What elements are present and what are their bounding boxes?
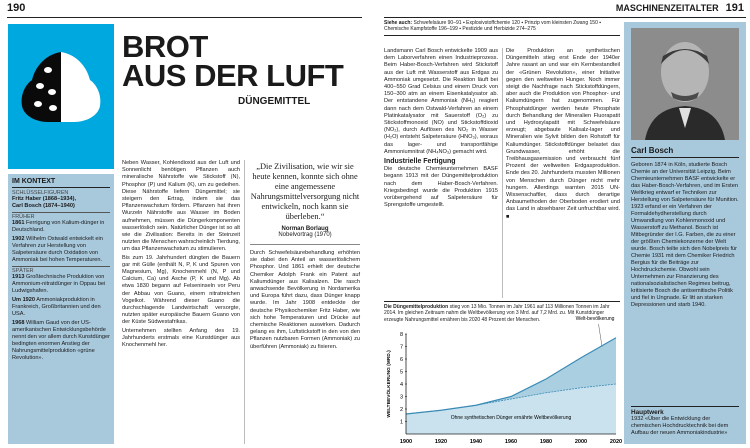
x-tick-label: 1960 bbox=[504, 439, 518, 445]
page-number-left: 190 bbox=[7, 2, 26, 14]
bio-text: Geboren 1874 in Köln, studierte Bosch Chemie an der Universität Leipzig. Beim Chemieunternehmen BASF entwickelte er das Haber-Bosch-Verfahren, und im Ersten Weltkrieg entwarf er Techniken zur Herstellung von Salpetersäure für Munition. 1923 erfand er ein Verfahren der Formaldehydherstellung durch Umwandlung von Kohlenmonoxid und Wasserstoff zu Methanol. Bosch ist Mitbegründer der I.G. Farben, die zu einer der größten Chemiekonzerne der Welt wurde. Bosch teilte sich den Nobelpreis für Chemie 1931 mit dem Chemiker Friedrich Bergius für die Beiträge zur Hochdruckchemie. Obwohl sein Unternehmen zur Finanzierung des nationalsozialistischen Regimes beitrug, kritisierte Bosch die antisemitische Politik und fiel in Ungnade. Er litt an starken Depressionen und starb 1940. bbox=[631, 162, 739, 308]
y-axis-label: WELTBEVÖLKERUNG (MRD.) bbox=[387, 350, 392, 418]
event-text: Wilhelm Ostwald entwickelt ein Verfahren zur Herstellung von Salpetersäure durch Oxidation von Ammoniak bei hohen Temperaturen. bbox=[12, 236, 103, 263]
event-text: Ferrigung von Kalium-dünger in Deutschland. bbox=[12, 220, 105, 233]
event-text: William Gaud von der US-amerikanischen Entwicklungsbehörde nennt den vor allem durch Kunstdünger bedingten enormen Anstieg der Nahrungsmittelproduktion «grüne Revolution». bbox=[12, 320, 110, 361]
bread-cloud-icon bbox=[8, 24, 114, 169]
pull-quote bbox=[250, 162, 360, 238]
y-tick-label: 7 bbox=[399, 344, 403, 351]
see-also-label: Siehe auch: bbox=[384, 20, 413, 26]
fertilizer-population-chart bbox=[384, 316, 623, 446]
event-text: Ammoniakproduktion in Frankreich, Großbritannien und den USA. bbox=[12, 297, 101, 317]
bio-sidebar bbox=[624, 22, 746, 444]
body-column-right-2 bbox=[506, 48, 620, 298]
section-heading: Industrielle Fertigung bbox=[384, 158, 456, 166]
y-tick-label: 5 bbox=[399, 369, 403, 376]
section-title: MASCHINENZEITALTER bbox=[615, 3, 719, 13]
y-tick-label: 2 bbox=[399, 407, 403, 413]
x-tick-label: 1980 bbox=[539, 439, 553, 445]
paragraph: Die Produktion an synthetischen Düngemitteln stieg erst Ende der 1940er Jahre rasant an und war ein Kernbestandteil der «Grünen Revolution», einer Initiative gegen den weltweiten Hunger. Noch immer steigt die Nachfrage nach Stickstoffdüngern, aber auch die Produktion von Phosphor- und Kaliumdüngern hat zugenommen. Für Phosphatdünger werden heute Phosphate durch Behandlung der Mineralien Fluorapatit und Hydroxylapatit mit Schwefelsäure erzeugt; abgebaute Kalisalz-lager und Mineralien wie Sylvit bilden den Rohstoff für Kaliumdünger. Stickstoffdünger belastet das Grundwasser, erhöht die Treibhausgasemission und verbraucht fünf Prozent der weltweiten Erdgasproduktion. Ende des 20. Jahrhunderts mussten Millionen von Menschen durch Dünger nicht mehr hungern. Allerdings warnten 2015 UN-Wissenschaftler, dass durch derartige Anbaumethoden der Oberboden erodiert und das Land in absehbarer Zeit unfruchtbar wird. ■ bbox=[506, 48, 620, 220]
page-title: BROT AUS DER LUFT bbox=[122, 29, 344, 93]
y-tick-label: 8 bbox=[399, 332, 403, 338]
bio-work-text: 1932 «Über die Entwicklung der chemischen Hochdrucktechnik bei dem Aufbau der neuen Ammoniakindustrie» bbox=[631, 416, 729, 436]
paragraph: Bis zum 19. Jahrhundert düngten die Bauern gar mit Gülle (enthält N, P, K und Spuren von Magnesium, Mg), Knochenmehl (N, P und Calcium, Ca) und Asche (P, K und Mg). Ab etwa 1830 begann auf Felseninseln vor Peru der Abbau von Guano, einem nitratreichen Vogelkot. Während dieser Guano die durchschlagende Landwirtschaft versorgte, nutzten später europäische Bauern Guano von der Küste Südwestafrikas. bbox=[122, 254, 240, 326]
x-tick-label: 1920 bbox=[434, 439, 448, 445]
annotation-population: Welt-bevölkerung bbox=[575, 316, 615, 322]
bio-name: Carl Bosch bbox=[631, 146, 739, 158]
column-divider bbox=[244, 160, 245, 444]
body-column-left-1 bbox=[122, 160, 240, 444]
page-number: 191 bbox=[725, 2, 744, 14]
y-tick-label: 1 bbox=[399, 419, 403, 426]
portrait-image bbox=[631, 28, 739, 140]
annotation-leader bbox=[599, 324, 603, 347]
chart-title: Die Düngemittelproduktion bbox=[384, 304, 449, 310]
page-subtitle: DÜNGEMITTEL bbox=[238, 96, 311, 107]
event-year: 1902 bbox=[12, 236, 25, 242]
bio-work bbox=[631, 406, 739, 437]
quote-rule bbox=[250, 244, 360, 245]
paragraph: Unternehmen stellten Anfang des 19. Jahrhunderts erstmals eine Kunstdünger aus Knochenmehl her. bbox=[122, 327, 240, 349]
key-figure-bosch: Carl Bosch (1874–1940) bbox=[12, 203, 75, 209]
y-tick-label: 4 bbox=[399, 382, 403, 388]
after-label: SPÄTER bbox=[12, 266, 110, 274]
paragraph: Neben Wasser, Kohlendioxid aus der Luft und Sonnenlicht benötigen Pflanzen auch mineralische Nährstoffe wie Stickstoff (N), Phosphor (P) und Kalium (K), um zu gedeihen. Diese Nährstoffe liefern Düngemittel; sie steigern den Ertrag, indem sie das Pflanzenwachstum fördern. Pflanzen hat ihren Wurzeln Nährstoffe aus Wasser im Boden aufnehmen, müssen die Düngerkomponenten wasserlöslich sein. Natürlicher Dünger ist so alt wie die Zivilisation: Bereits in der Steinzeit nutzten die Menschen wahrscheinlich Tierdung, um das Pflanzenwachstum zu stimulieren. bbox=[122, 160, 240, 253]
paragraph: Die deutsche Chemieunternehmen BASF begann 1913 mit der Düngemittelproduktion nach dem Haber-Bosch-Verfahren. Kriegsbedingt wurde die Produktion 1915 vorübergehend auf Salpetersäure für Sprengstoffe umgestellt. bbox=[384, 166, 498, 209]
x-tick-label: 1940 bbox=[469, 439, 483, 445]
annotation-without-fertilizer: Ohne synthetischen Dünger ernährte Weltbevölkerung bbox=[450, 415, 572, 421]
event-year: 1968 bbox=[12, 320, 25, 326]
before-label: FRÜHER bbox=[12, 212, 110, 220]
context-header: IM KONTEXT bbox=[12, 178, 110, 188]
event-year: 1913 bbox=[12, 274, 25, 280]
key-figures-label: SCHLÜSSELFIGUREN bbox=[12, 190, 69, 196]
page-number-right bbox=[616, 2, 744, 14]
y-tick-label: 3 bbox=[399, 394, 403, 401]
top-rule-left bbox=[7, 17, 362, 18]
body-column-left-2 bbox=[250, 250, 360, 444]
quote-source: Nobelvortrag (1970) bbox=[278, 232, 332, 238]
paragraph: Landsmann Carl Bosch entwickelte 1909 aus dem Laborverfahren einen Industrieprozess. Beim Haber-Bosch-Verfahren wird Stickstoff aus der Luft mit Wasserstoff aus Erdgas zu Ammoniak umgesetzt. Die Reaktion läuft bei 400–550 Grad Celsius und einem Druck von 150–300 atm an einem Eisenkatalysator ab. Der entstandene Ammoniak (NH₃) reagiert dann nach dem Ostwald-Verfahren an einem Platinkatalysator mit Sauerstoff (O₂) zu Stickstoffmonoxid (NO) und Stickstoffdioxid (NO₂), durch Auflösen des NO₂ in Wasser (H₂O) entsteht Salpetersäure (HNO₃), woraus das lager- und transportfähige Ammoniumnitrat (NH₄NO₃) gemacht wird. bbox=[384, 48, 498, 155]
chart-caption-text: stieg von 13 Mio. Tonnen im Jahr 1961 auf 113 Millionen Tonnen im Jahr 2014. Im gleichen Zeitraum nahm die Weltbevölkerung von 3 Mrd. auf 7,2 Mrd. zu. Mit Kunstdünger erzeugte Nahrungsmittel ernähren bis 2020 48 Prozent der Menschen. bbox=[384, 304, 610, 323]
x-tick-label: 2000 bbox=[574, 439, 588, 445]
event-year: Um 1920 bbox=[12, 297, 36, 303]
quote-author: Norman Borlaug bbox=[281, 226, 329, 232]
context-sidebar bbox=[8, 174, 114, 444]
y-tick-label: 6 bbox=[399, 357, 403, 363]
x-tick-label: 2020 bbox=[609, 439, 623, 445]
body-column-right-1 bbox=[384, 48, 498, 298]
paragraph: Durch Schwefelsäurebehandlung erhöhten sie dabei den Anteil an wasserlöslichem Phosphor. Und 1861 erhielt der deutsche Chemiker Adolph Frank ein Patent auf Kaliumdünger aus Kalisalzen. Die rasch anwachsende Bevölkerung in Nordamerika und Europa führt dazu, dass Dünger knapp wurde. Im Jahr 1908 entdeckte der deutsche Physikochemiker Fritz Haber, wie sich hohe Temperaturen und Drücke auf chemische Reaktionen auswirken. Dadurch gelang es ihm, Luftstickstoff in den von den Pflanzen nutzbaren Formen (Ammoniak) zu überführen (Ammoniak) zu fixieren. bbox=[250, 250, 360, 350]
bio-work-label: Hauptwerk bbox=[631, 409, 664, 416]
see-also bbox=[384, 20, 620, 36]
x-tick-label: 1900 bbox=[399, 439, 413, 445]
see-also-text: Schwefelsäure 90–91 ▪ Explosivstoffchemie 120 ▪ Prinzip vom kleinsten Zwang 150 ▪ Chemische Kampfstoffe 196–199 ▪ Pestizide und Herbizide 274–275 bbox=[384, 20, 602, 33]
event-year: 1861 bbox=[12, 220, 25, 226]
quote-text: „Die Zivilisation, wie wir sie heute kennen, konnte sich ohne eine angemessene Nahrungsmittelversorgung nicht entwickeln, noch kann sie überleben.“ bbox=[250, 162, 360, 221]
series-area-without-fertilizer bbox=[406, 384, 616, 434]
top-rule-right bbox=[384, 17, 746, 18]
key-figure-haber: Fritz Haber (1868–1934), bbox=[12, 196, 77, 202]
column-divider bbox=[502, 48, 503, 298]
event-text: Großtechnische Produktion von Ammonium-nitratdünger in Oppau bei Ludwigshafen. bbox=[12, 274, 106, 294]
